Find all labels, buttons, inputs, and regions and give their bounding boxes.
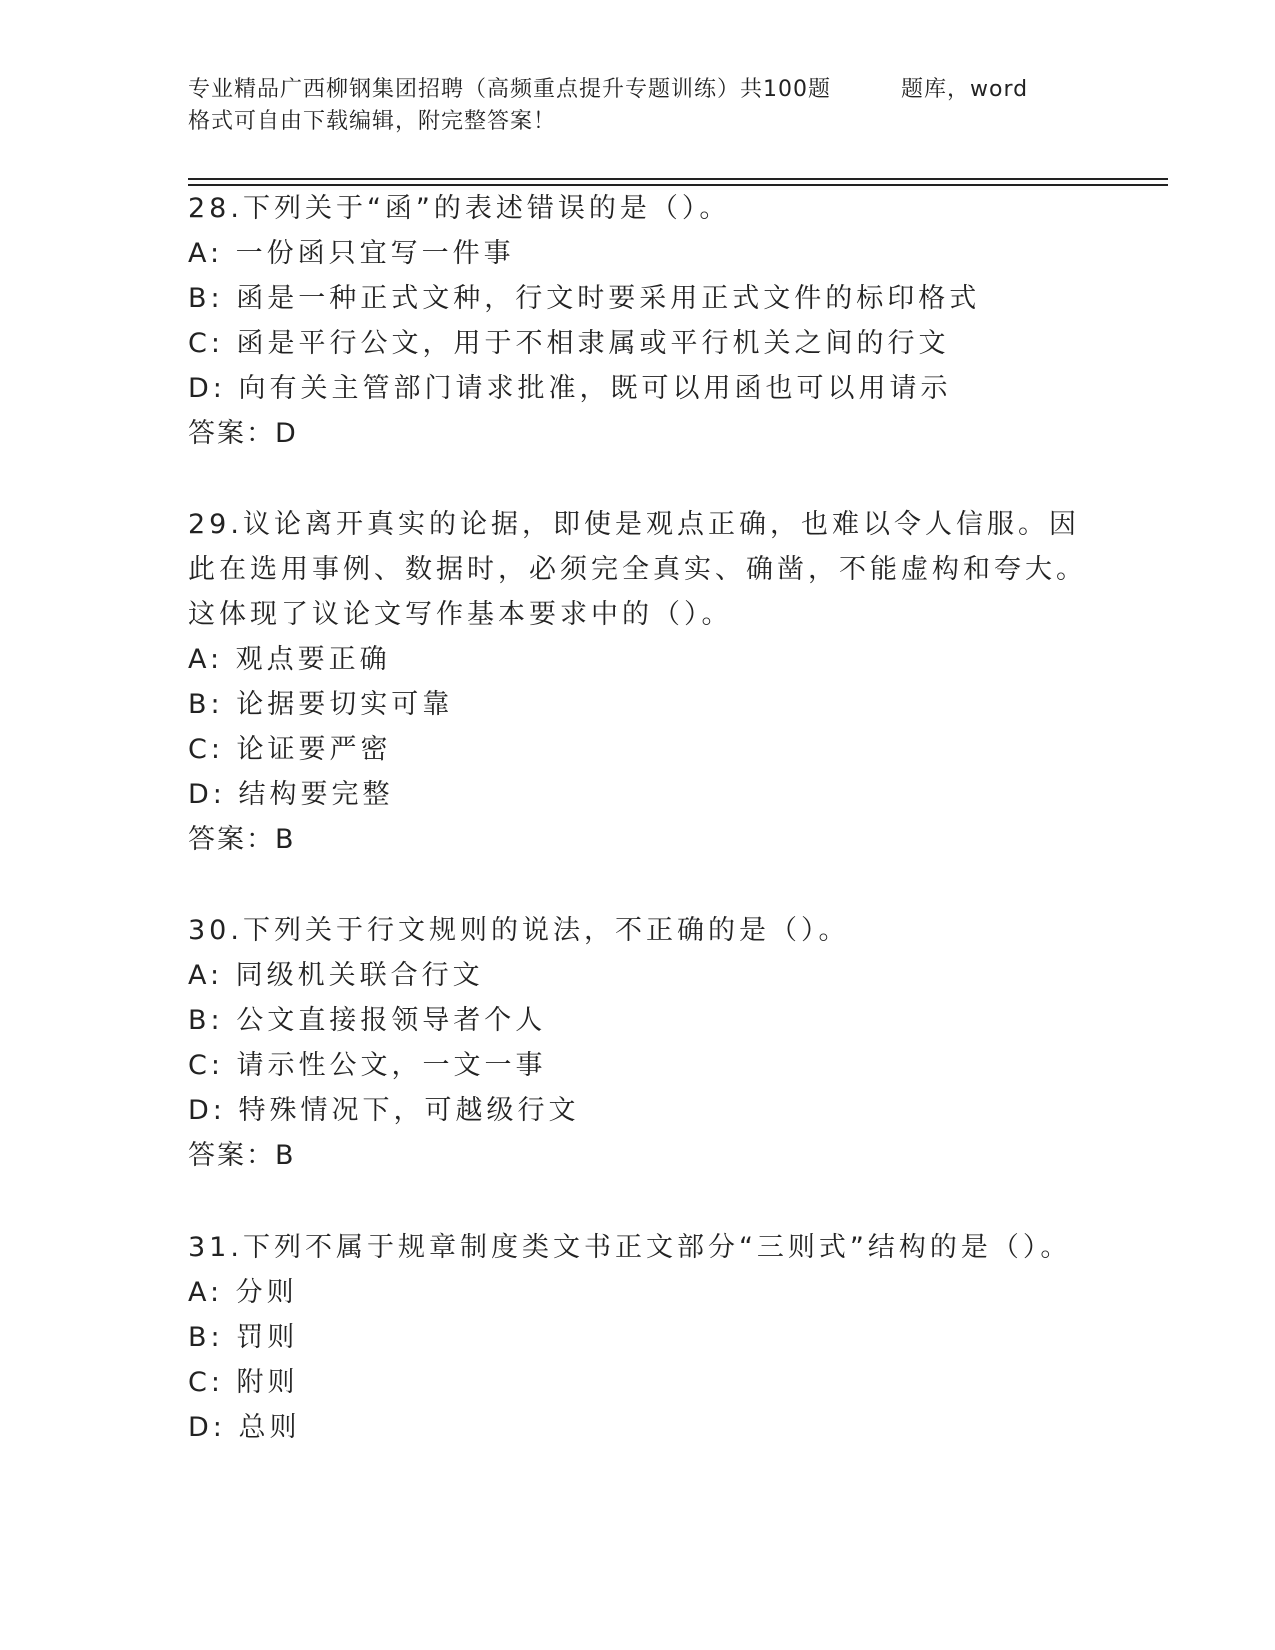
option-b: B: 函是一种正式文种，行文时要采用正式文件的标印格式 bbox=[188, 283, 981, 314]
question-stem: 29.议论离开真实的论据，即使是观点正确，也难以令人信服。因此在选用事例、数据时，必须完全真实、确凿，不能虚构和夸大。这体现了议论文写作基本要求中的（）。 bbox=[188, 509, 1087, 630]
header-line-1 bbox=[188, 74, 1088, 106]
option-a: A: 同级机关联合行文 bbox=[188, 960, 484, 991]
answer-line: 答案：B bbox=[188, 824, 296, 855]
question-stem: 31.下列不属于规章制度类文书正文部分“三则式”结构的是（）。 bbox=[188, 1232, 1072, 1263]
header-divider-top bbox=[188, 178, 1168, 180]
option-a: A: 分则 bbox=[188, 1277, 298, 1308]
header-line-2: 格式可自由下载编辑，附完整答案！ bbox=[188, 109, 557, 134]
option-d: D: 总则 bbox=[188, 1412, 301, 1443]
option-b: B: 公文直接报领导者个人 bbox=[188, 1005, 547, 1036]
option-b: B: 罚则 bbox=[188, 1322, 299, 1353]
option-a: A: 观点要正确 bbox=[188, 644, 391, 675]
question-block-30 bbox=[188, 908, 1108, 1178]
document-header bbox=[188, 74, 1088, 138]
header-title: 专业精品广西柳钢集团招聘（高频重点提升专题训练）共100题 bbox=[188, 77, 831, 102]
question-block-31 bbox=[188, 1225, 1108, 1450]
question-block-29 bbox=[188, 502, 1108, 862]
option-a: A: 一份函只宜写一件事 bbox=[188, 238, 515, 269]
answer-line: 答案：D bbox=[188, 418, 298, 449]
option-d: D: 结构要完整 bbox=[188, 779, 394, 810]
header-title-suffix: 题库，word bbox=[901, 77, 1029, 102]
option-c: C: 论证要严密 bbox=[188, 734, 392, 765]
question-stem: 30.下列关于行文规则的说法，不正确的是（）。 bbox=[188, 915, 850, 946]
answer-line: 答案：B bbox=[188, 1140, 296, 1171]
question-stem: 28.下列关于“函”的表述错误的是（）。 bbox=[188, 193, 731, 224]
option-c: C: 请示性公文，一文一事 bbox=[188, 1050, 547, 1081]
option-b: B: 论据要切实可靠 bbox=[188, 689, 454, 720]
option-c: C: 附则 bbox=[188, 1367, 299, 1398]
option-c: C: 函是平行公文，用于不相隶属或平行机关之间的行文 bbox=[188, 328, 950, 359]
option-d: D: 特殊情况下，可越级行文 bbox=[188, 1095, 580, 1126]
option-d: D: 向有关主管部门请求批准，既可以用函也可以用请示 bbox=[188, 373, 952, 404]
question-block-28 bbox=[188, 186, 1108, 456]
